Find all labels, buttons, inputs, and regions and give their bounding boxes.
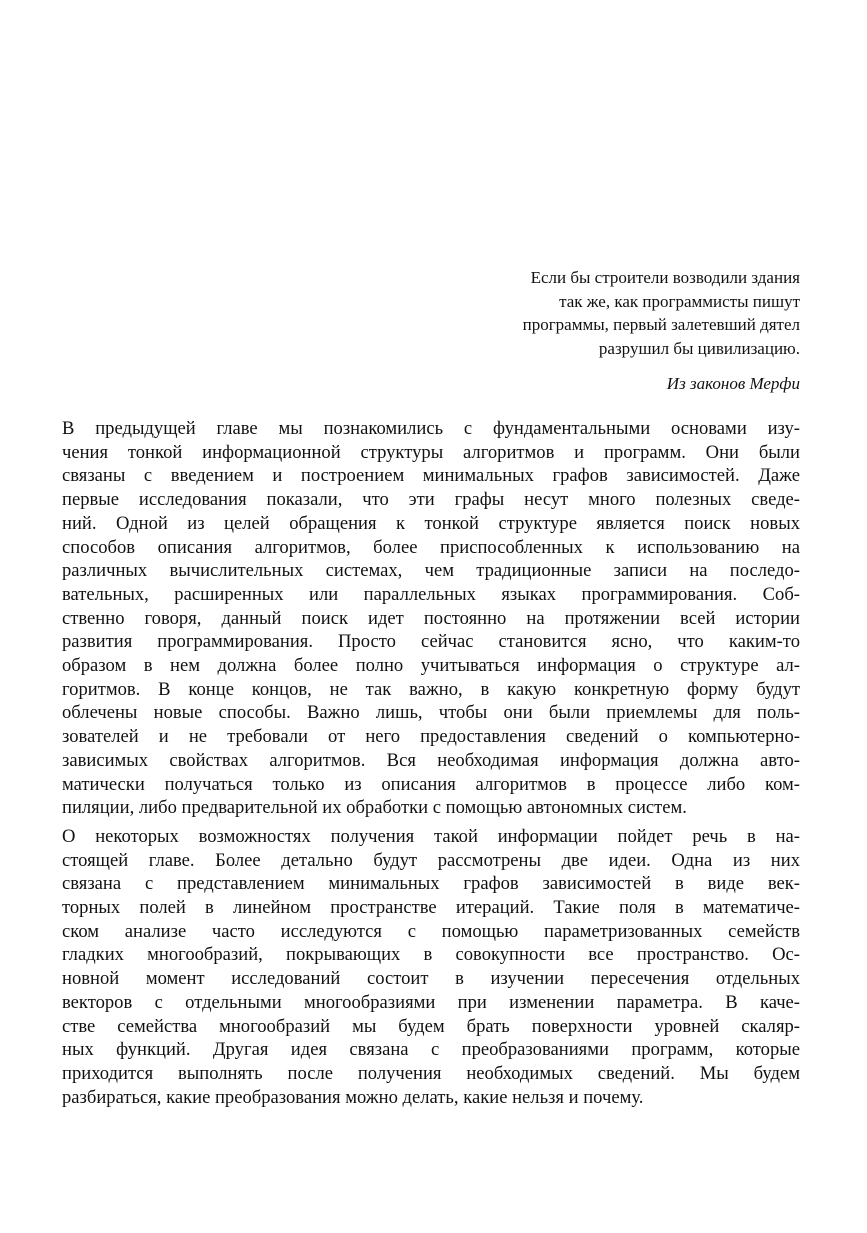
text-line: гладких многообразий, покрывающих в совокупности все пространство. Ос-	[62, 944, 800, 966]
text-line: связана с представлением минимальных графов зависимостей в виде век-	[62, 873, 800, 895]
text-line: стоящей главе. Более детально будут рассмотрены две идеи. Одна из них	[62, 849, 800, 871]
text-line: вательных, расширенных или параллельных языках программирования. Соб-	[62, 583, 800, 605]
epigraph-line: Если бы строители возводили здания	[530, 268, 800, 287]
text-line: горитмов. В конце концов, не так важно, в какую конкретную форму будут	[62, 678, 800, 700]
epigraph-line: программы, первый залетевший дятел	[522, 315, 800, 334]
text-line: облечены новые способы. Важно лишь, чтобы они были приемлемы для поль-	[62, 702, 800, 724]
text-line: приходится выполнять после получения необходимых сведений. Мы будем	[62, 1062, 800, 1084]
paragraph	[62, 417, 800, 820]
text-line: ных функций. Другая идея связана с преобразованиями программ, которые	[62, 1039, 800, 1061]
text-line: В предыдущей главе мы познакомились с фундаментальными основами изу-	[62, 418, 800, 439]
text-line: связаны с введением и построением минимальных графов зависимостей. Даже	[62, 465, 800, 487]
epigraph-line: разрушил бы цивилизацию.	[598, 338, 800, 358]
text-line: матически получаться только из описания алгоритмов в процессе либо ком-	[62, 773, 800, 795]
text-line: торных полей в линейном пространстве итераций. Такие поля в математиче-	[62, 897, 800, 919]
paragraph	[62, 825, 800, 1109]
text-line: развития программирования. Просто сейчас становится ясно, что каким-то	[62, 631, 800, 653]
text-line: разбираться, какие преобразования можно делать, какие нельзя и почему.	[62, 1086, 644, 1108]
text-line: образом в нем должна более полно учитываться информация о структуре ал-	[62, 655, 800, 677]
text-line: новной момент исследований состоит в изучении пересечения отдельных	[62, 968, 800, 990]
text-line: зователей и не требовали от него предоставления сведений о компьютерно-	[62, 726, 800, 748]
text-line: первые исследования показали, что эти графы несут много полезных сведе-	[62, 489, 800, 511]
text-line: векторов с отдельными многообразиями при изменении параметра. В каче-	[62, 991, 800, 1013]
text-line: стве семейства многообразий мы будем брать поверхности уровней скаляр-	[62, 1015, 800, 1037]
text-line: ском анализе часто исследуются с помощью параметризованных семейств	[62, 920, 800, 942]
text-line: зависимых свойствах алгоритмов. Вся необходимая информация должна авто-	[62, 749, 800, 771]
epigraph-line: так же, как программисты пишут	[559, 291, 800, 311]
epigraph	[380, 266, 800, 396]
text-line: пиляции, либо предварительной их обработки с помощью автономных систем.	[62, 797, 687, 819]
text-line: чения тонкой информационной структуры алгоритмов и программ. Они были	[62, 441, 800, 463]
text-line: различных вычислительных системах, чем традиционные записи на последо-	[62, 560, 800, 582]
text-line: О некоторых возможностях получения такой информации пойдет речь в на-	[62, 825, 800, 847]
epigraph-source: Из законов Мерфи	[666, 374, 800, 393]
text-line: способов описания алгоритмов, более приспособленных к использованию на	[62, 536, 800, 558]
body-text	[62, 417, 800, 1109]
text-line: ний. Одной из целей обращения к тонкой структуре является поиск новых	[62, 512, 800, 534]
text-line: ственно говоря, данный поиск идет постоянно на протяжении всей истории	[62, 607, 800, 629]
